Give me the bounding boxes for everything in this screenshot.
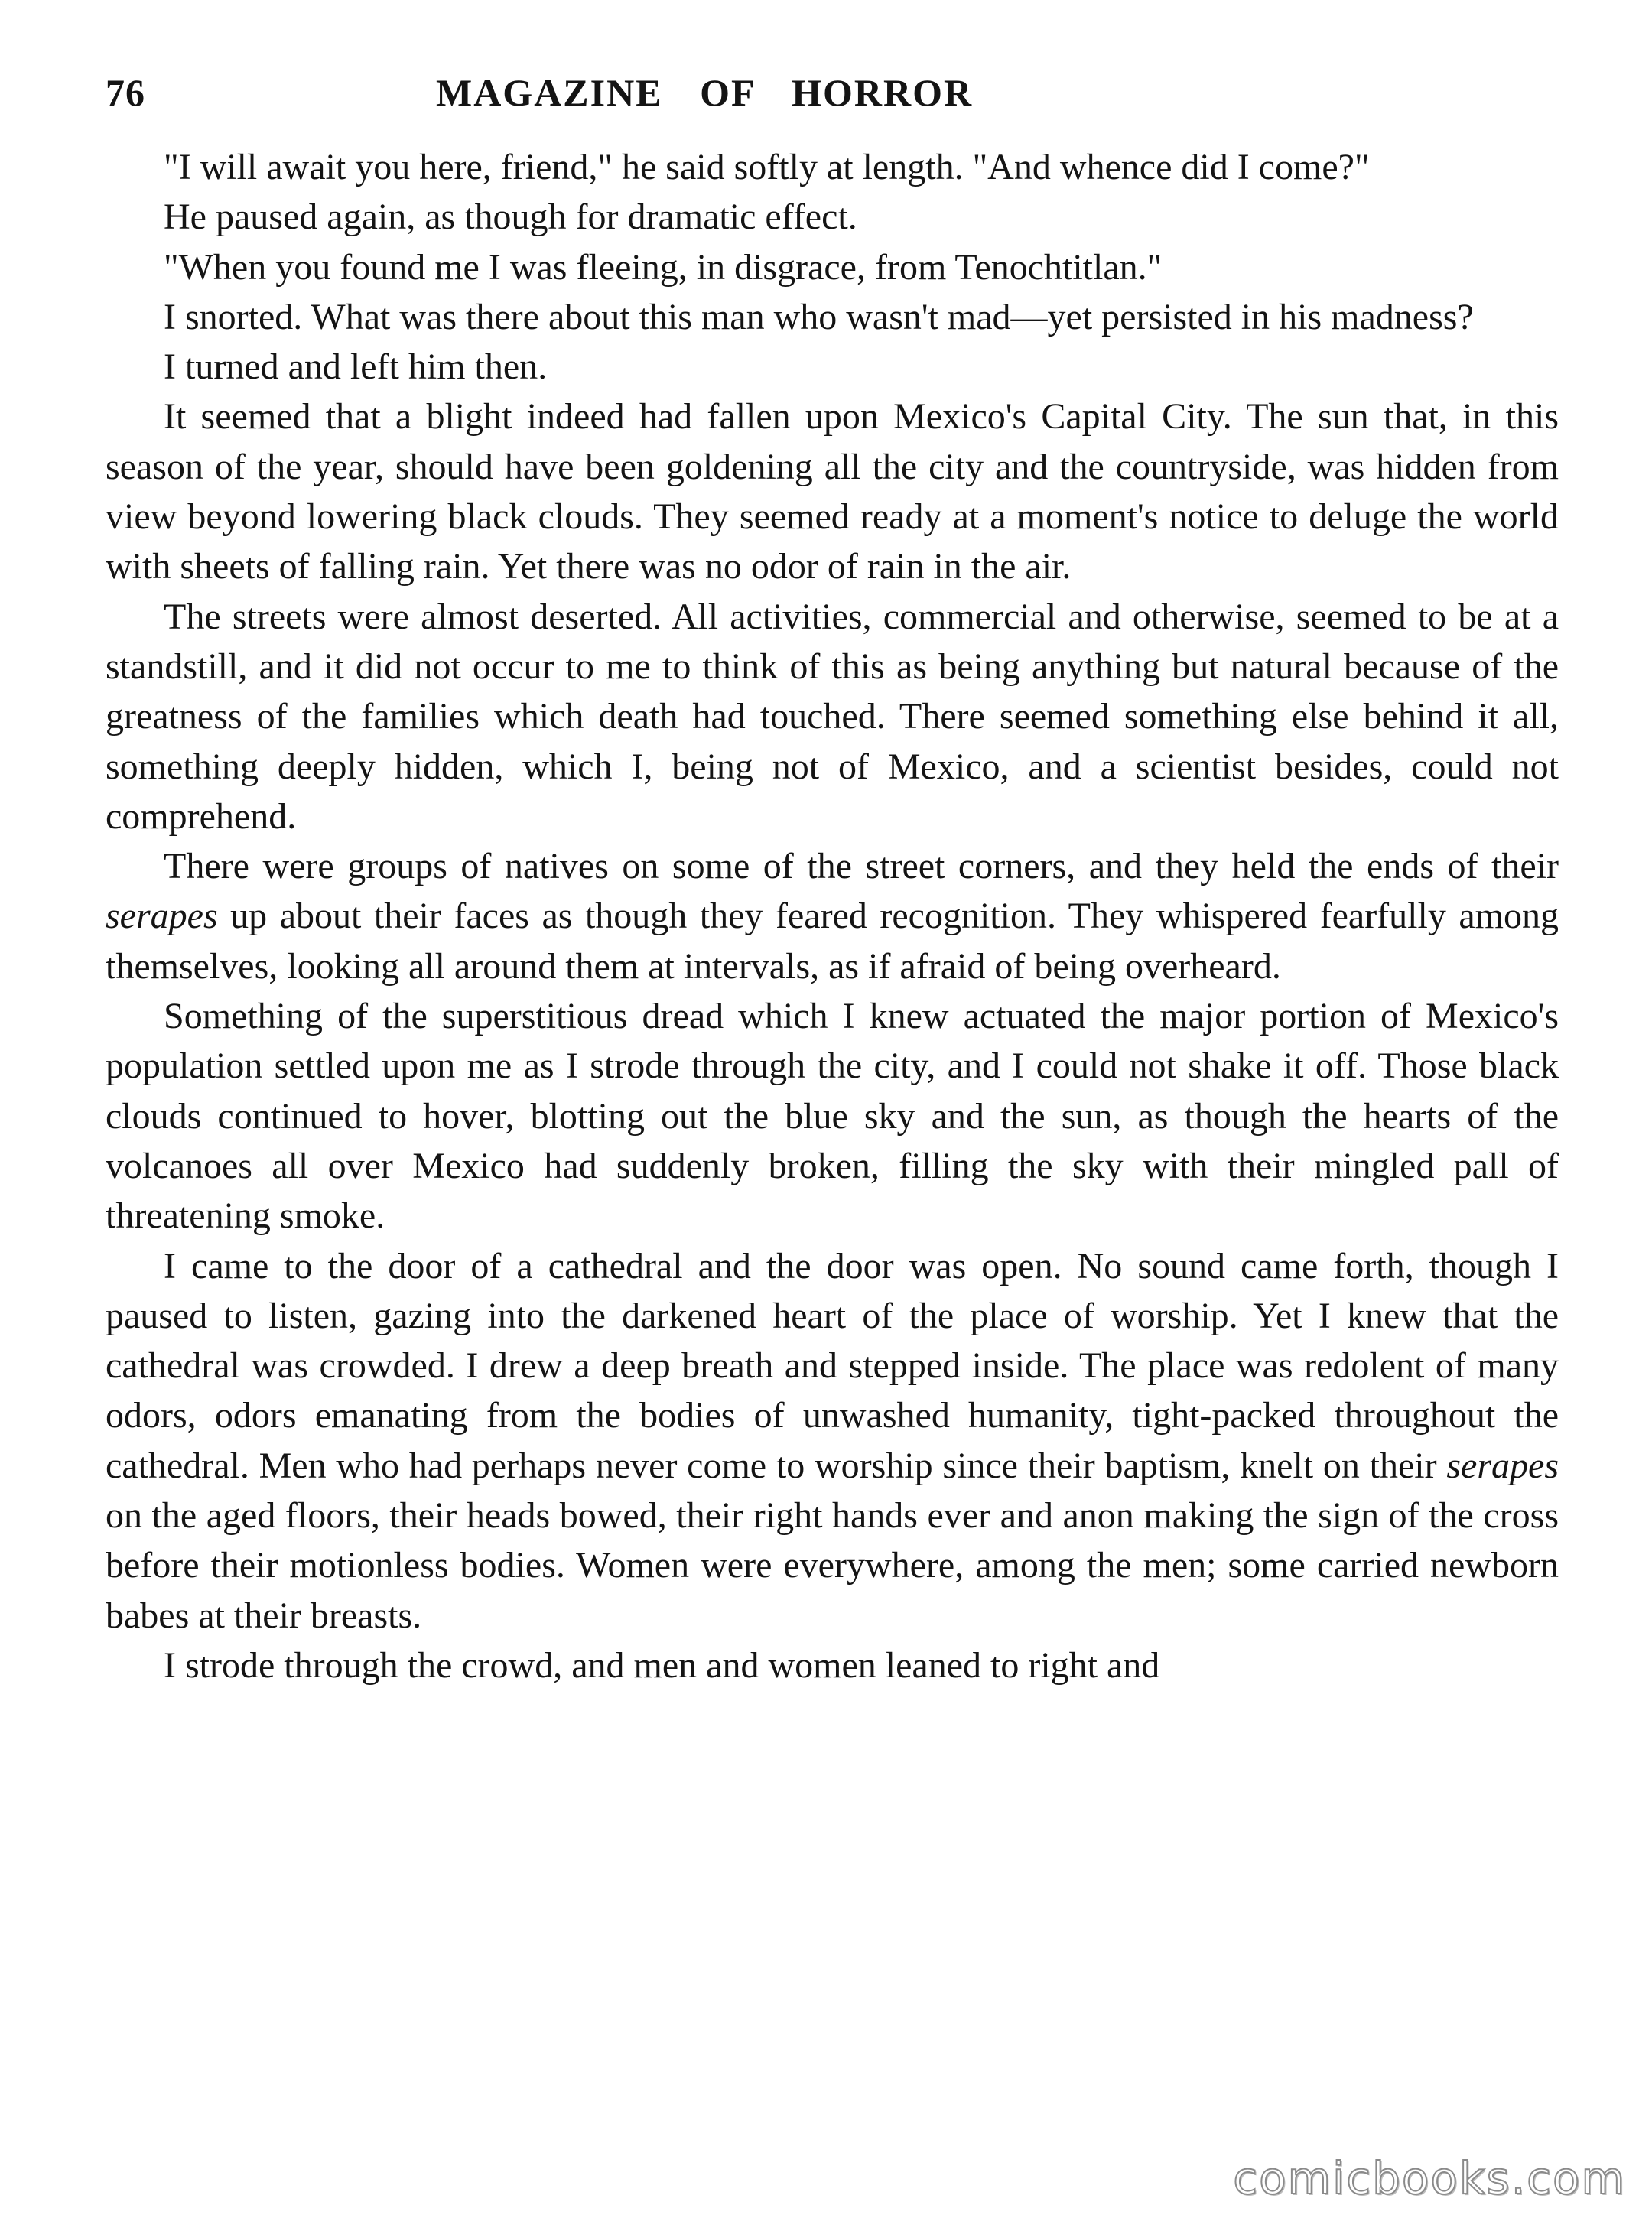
text-run: I strode through the crowd, and men and women leaned to right and [164,1644,1160,1686]
page-header [106,70,1559,139]
text-run: I turned and left him then. [164,346,548,388]
text-run: "I will await you here, friend," he said softly at length. "And whence did I come?" [164,147,1370,187]
paragraph [106,841,1559,991]
paragraph [106,142,1559,192]
watermark-logo: comicbooks.com [1233,2152,1626,2204]
text-run: I came to the door of a cathedral and the door was open. No sound came forth, though I paused to listen, gazing into the darkened heart of the place of worship. Yet I knew that the cathedral was crowded. I drew a deep breath and stepped inside. The place was redolent of many odors, odors emanating from the bodies of unwashed humanity, tight-packed throughout the cathedral. Men who had perhaps never come to worship since their baptism, knelt on their [106,1245,1559,1486]
italic-text: serapes [106,896,218,937]
text-run: on the aged floors, their heads bowed, their right hands ever and anon making the sign of the cross before their motionless bodies. Women were everywhere, among the men; some carried newborn babes at their breasts. [106,1495,1559,1636]
text-run: The streets were almost deserted. All activities, commercial and otherwise, seemed to be at a standstill, and it did not occur to me to think of this as being anything but natural because of the greatness of the families which death had touched. There seemed something else behind it all, something deeply hidden, which I, being not of Mexico, and a scientist besides, could not comprehend. [106,596,1559,837]
paragraph [106,242,1559,292]
paragraph [106,192,1559,242]
page-number: 76 [106,71,145,114]
story-body [106,142,1559,1690]
paragraph [106,392,1559,591]
italic-text: serapes [1446,1445,1559,1486]
text-run: I snorted. What was there about this man who wasn't mad—yet persisted in his madness? [164,296,1474,337]
paragraph [106,1241,1559,1641]
paragraph [106,1641,1559,1690]
text-run: He paused again, as though for dramatic effect. [164,197,857,238]
paragraph [106,991,1559,1241]
paragraph [106,292,1559,342]
text-run: It seemed that a blight indeed had fallen upon Mexico's Capital City. The sun that, in this season of the year, should have been goldening all the city and the countryside, was hidden from view beyond lowering black clouds. They seemed ready at a moment's notice to deluge the world with sheets of falling rain. Yet there was no odor of rain in the air. [106,396,1559,587]
text-run: Something of the superstitious dread which I knew actuated the major portion of Mexico's population settled upon me as I strode through the city, and I could not shake it off. Those black clouds continued to hover, blotting out the blue sky and the sun, as though the hearts of the volcanoes all over Mexico had suddenly broken, filling the sky with their mingled pall of threatening smoke. [106,996,1559,1237]
text-run: "When you found me I was fleeing, in disgrace, from Tenochtitlan." [164,246,1163,288]
paragraph [106,342,1559,392]
running-title: MAGAZINE OF HORROR [436,71,974,114]
text-run: There were groups of natives on some of the street corners, and they held the ends of their [164,846,1559,887]
paragraph [106,592,1559,841]
text-run: up about their faces as though they feared recognition. They whispered fearfully among themselves, looking all around them at intervals, as if afraid of being overheard. [106,896,1559,987]
